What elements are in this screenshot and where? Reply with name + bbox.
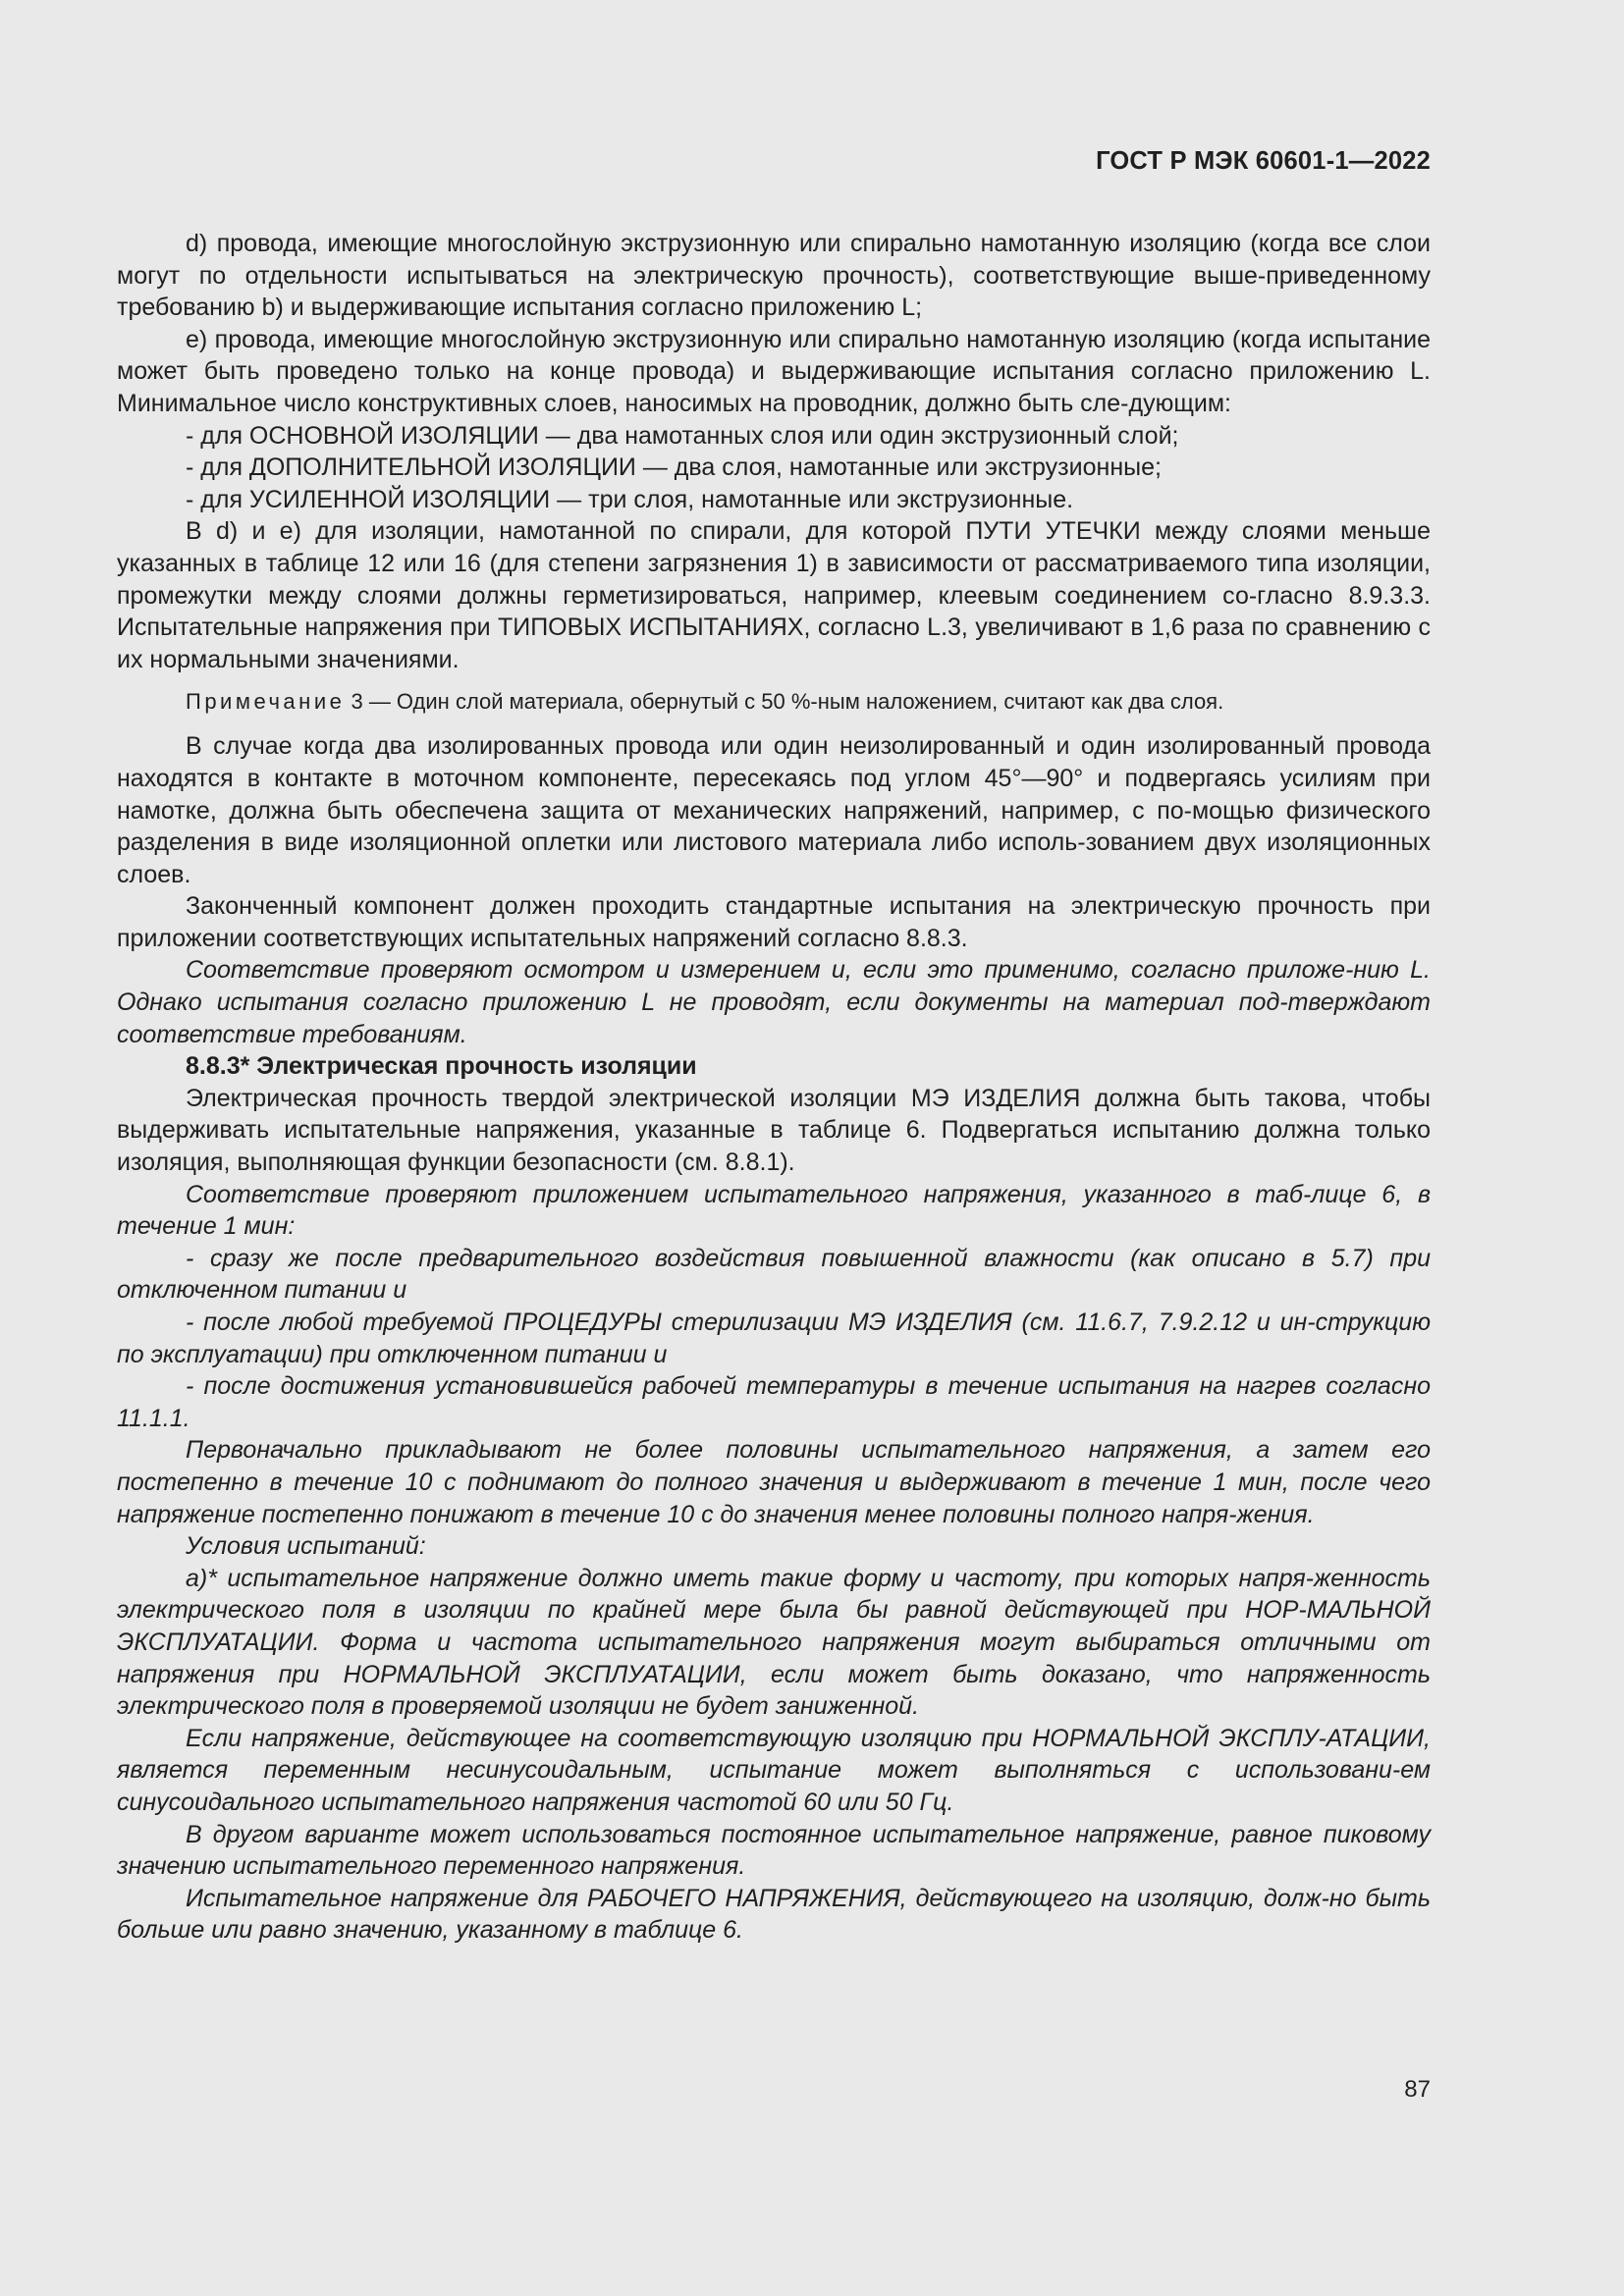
paragraph-dc-alternative: В другом варианте может использоваться постоянное испытательное напряжение, равное пиковому значению испытательного переменного напряжения.: [117, 1820, 1431, 1881]
paragraph-compliance: Соответствие проверяют осмотром и измерением и, если это применимо, согласно приложе-нию L. Однако испытания согласно приложению L не проводят, если документы на материал под-тверждают соответствие требованиям.: [117, 956, 1431, 1048]
paragraph-nonsinusoidal: Если напряжение, действующее на соответствующую изоляцию при НОРМАЛЬНОЙ ЭКСПЛУ-АТАЦИИ, является переменным несинусоидальным, испытание может выполняться с использовани-ем синусоидального испытательного напряжения частотой 60 или 50 Гц.: [117, 1724, 1431, 1816]
paragraph-dielectric-strength: Электрическая прочность твердой электрической изоляции МЭ ИЗДЕЛИЯ должна быть такова, чтобы выдерживать испытательные напряжения, указанные в таблице 6. Подвергаться испытанию должна только изоляция, выполняющая функции безопасности (см. 8.8.1).: [117, 1084, 1431, 1177]
list-item: - сразу же после предварительного воздействия повышенной влажности (как описано в 5.7) при отключенном питании и: [117, 1244, 1431, 1305]
paragraph-d: d) провода, имеющие многослойную экструзионную или спирально намотанную изоляцию (когда все слои могут по отдельности испытываться на электрическую прочность), соответствующие выше-приведенному требованию b) и выдерживающие испытания согласно приложению L;: [117, 230, 1431, 322]
list-item: - для ОСНОВНОЙ ИЗОЛЯЦИИ — два намотанных слоя или один экструзионный слой;: [186, 421, 1179, 450]
document-header: ГОСТ Р МЭК 60601-1—2022: [1096, 147, 1431, 175]
note-label: Примечание: [186, 689, 346, 715]
paragraph-voltage-procedure: Первоначально прикладывают не более половины испытательного напряжения, а затем его постепенно в течение 10 с поднимают до полного значения и выдерживают в течение 1 мин, после чего напряжение постепенно понижают в течение 10 с до значения менее половины полного напря-жения.: [117, 1436, 1431, 1528]
document-body: [117, 228, 1431, 1947]
paragraph-e: e) провода, имеющие многослойную экструзионную или спирально намотанную изоляцию (когда испытание может быть проведено только на конце провода) и выдерживающие испытания согласно приложению L. Минимальное число конструктивных слоев, наносимых на проводник, должно быть сле-дующим:: [117, 325, 1431, 417]
paragraph-component-test: Законченный компонент должен проходить стандартные испытания на электрическую прочность при приложении соответствующих испытательных напряжений согласно 8.8.3.: [117, 892, 1431, 952]
note: [117, 687, 1431, 717]
list-item: - для УСИЛЕННОЙ ИЗОЛЯЦИИ — три слоя, намотанные или экструзионные.: [186, 485, 1074, 513]
paragraph-compliance-test: Соответствие проверяют приложением испытательного напряжения, указанного в таб-лице 6, в течение 1 мин:: [117, 1180, 1431, 1241]
paragraph-condition-a: а)* испытательное напряжение должно иметь такие форму и частоту, при которых напря-женность электрического поля в изоляции по крайней мере была бы равной действующей при НОР-МАЛЬНОЙ ЭКСПЛУАТАЦИИ. Форма и частота испытательного напряжения могут выбираться отличными от напряжения при НОРМАЛЬНОЙ ЭКСПЛУАТАЦИИ, если может быть доказано, что напряженность электрического поля в проверяемой изоляции не будет заниженной.: [117, 1564, 1431, 1721]
list-item: - для ДОПОЛНИТЕЛЬНОЙ ИЗОЛЯЦИИ — два слоя, намотанные или экструзионные;: [186, 454, 1162, 482]
section-heading: 8.8.3* Электрическая прочность изоляции: [186, 1052, 697, 1081]
paragraph-spiral-insulation: В d) и е) для изоляции, намотанной по спирали, для которой ПУТИ УТЕЧКИ между слоями меньше указанных в таблице 12 или 16 (для степени загрязнения 1) в зависимости от рассматриваемого типа изоляции, промежутки между слоями должны герметизироваться, например, клеевым соединением со-гласно 8.9.3.3. Испытательные напряжения при ТИПОВЫХ ИСПЫТАНИЯХ, согласно L.3, увеличивают в 1,6 раза по сравнению с их нормальными значениями.: [117, 517, 1431, 673]
paragraph-wires-contact: В случае когда два изолированных провода или один неизолированный и один изолированный провода находятся в контакте в моточном компоненте, пересекаясь под углом 45°—90° и подвергаясь усилиям при намотке, должна быть обеспечена защита от механических напряжений, например, с по-мощью физического разделения в виде изоляционной оплетки или листового материала либо исполь-зованием двух изоляционных слоев.: [117, 732, 1431, 888]
list-item: - после достижения установившейся рабочей температуры в течение испытания на нагрев согласно 11.1.1.: [117, 1372, 1431, 1432]
paragraph-test-conditions: Условия испытаний:: [186, 1532, 426, 1561]
list-item: - после любой требуемой ПРОЦЕДУРЫ стерилизации МЭ ИЗДЕЛИЯ (см. 11.6.7, 7.9.2.12 и ин-струкцию по эксплуатации) при отключенном питании и: [117, 1308, 1431, 1368]
paragraph-working-voltage: Испытательное напряжение для РАБОЧЕГО НАПРЯЖЕНИЯ, действующего на изоляцию, долж-но быть больше или равно значению, указанному в таблице 6.: [117, 1884, 1431, 1945]
page-number: 87: [1404, 2076, 1431, 2103]
note-text: 3 — Один слой материала, обернутый с 50 %-ным наложением, считают как два слоя.: [351, 689, 1224, 715]
